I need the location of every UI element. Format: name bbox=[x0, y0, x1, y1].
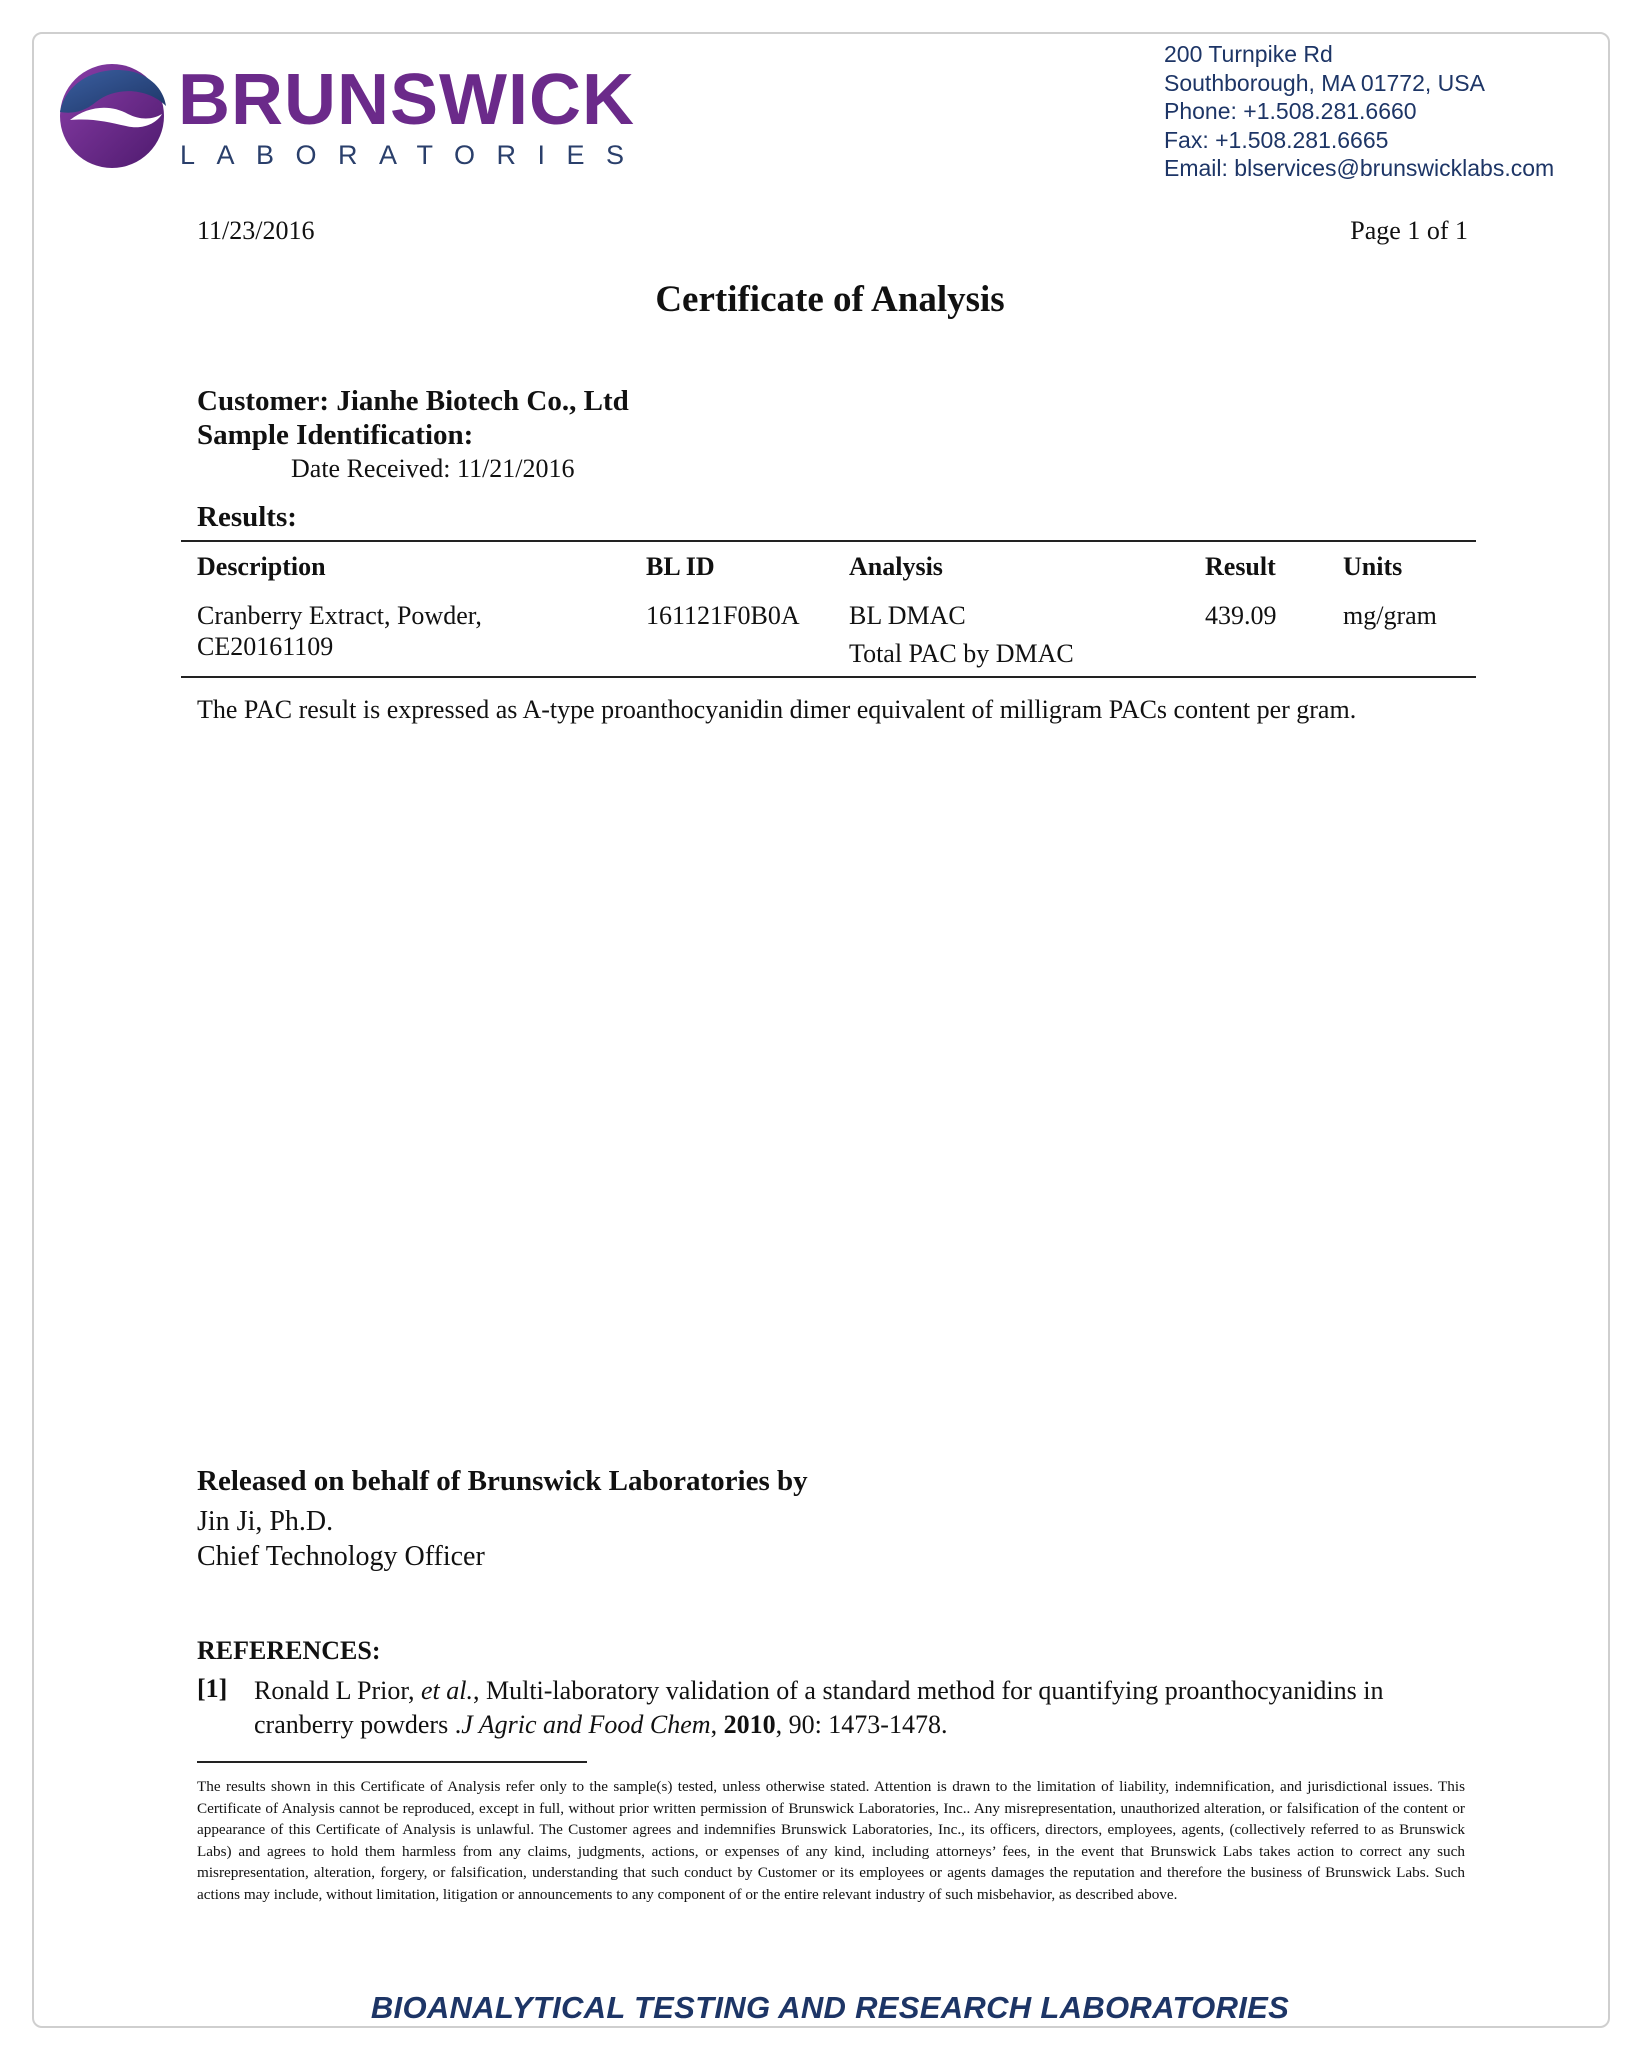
brunswick-logo bbox=[56, 60, 646, 172]
column-header-description: Description bbox=[197, 552, 326, 581]
reference-separator: , bbox=[710, 1710, 724, 1739]
column-header-result: Result bbox=[1205, 552, 1276, 581]
reference-year: 2010 bbox=[723, 1710, 776, 1739]
logo-name: BRUNSWICK bbox=[178, 60, 635, 140]
footer-tagline: BIOANALYTICAL TESTING AND RESEARCH LABORATORIES bbox=[370, 1990, 1290, 2025]
reference-number: [1] bbox=[197, 1674, 228, 1703]
results-heading: Results: bbox=[197, 501, 297, 533]
address-phone: Phone: +1.508.281.6660 bbox=[1164, 98, 1417, 124]
reference-et-al: et al. bbox=[420, 1676, 473, 1705]
signer-name: Jin Ji, Ph.D. bbox=[197, 1506, 334, 1537]
reference-title-cont: cranberry powders . bbox=[254, 1710, 462, 1739]
references-heading: REFERENCES: bbox=[197, 1636, 381, 1665]
reference-authors: Ronald L Prior, bbox=[254, 1676, 421, 1705]
cell-description-line1: Cranberry Extract, Powder, bbox=[197, 601, 482, 630]
address-email: Email: blservices@brunswicklabs.com bbox=[1164, 155, 1555, 181]
column-header-analysis: Analysis bbox=[849, 552, 943, 581]
reference-text bbox=[254, 1674, 1484, 1742]
reference-title: , Multi-laboratory validation of a standard method for quantifying proanthocyanidins in bbox=[472, 1676, 1384, 1705]
address-fax: Fax: +1.508.281.6665 bbox=[1164, 126, 1389, 153]
address-city: Southborough, MA 01772, USA bbox=[1164, 69, 1485, 96]
logo-swirl-icon bbox=[56, 62, 168, 170]
logo-subtitle: LABORATORIES bbox=[180, 140, 646, 170]
legal-disclaimer: The results shown in this Certificate of Analysis refer only to the sample(s) tested, unless otherwise stated. Attention is drawn to the limitation of liability, indemnification, and jurisdictional issues. This Certificate of Analysis cannot be reproduced, except in full, without prior written permission of Brunswick Laboratories, Inc.. Any misrepresentation, unauthorized alteration, or falsification of the content or appearance of this Certificate of Analysis is unlawful. The Customer agrees and indemnifies Brunswick Laboratories, Inc., its officers, directors, employees, agents, (collectively referred to as Brunswick Labs) and agrees to hold them harmless from any claims, judgments, actions, or expenses of any kind, including attorneys’ fees, in the event that Brunswick Labs takes action to correct any such misrepresentation, alteration, forgery, or falsification, understanding that such conduct by Customer or its employees or agents damages the reputation and therefore the business of Brunswick Labs. Such actions may include, without limitation, litigation or announcements to any component of or the entire relevant industry of such misbehavior, as described above. bbox=[197, 1778, 1465, 1903]
reference-pages: , 90: 1473-1478. bbox=[775, 1710, 948, 1739]
customer-line: Customer: Jianhe Biotech Co., Ltd bbox=[197, 385, 629, 417]
signer-title: Chief Technology Officer bbox=[197, 1541, 485, 1572]
date-received: Date Received: 11/21/2016 bbox=[291, 454, 575, 483]
sample-identification-label: Sample Identification: bbox=[197, 419, 474, 451]
cell-units: mg/gram bbox=[1343, 601, 1437, 630]
cell-bl-id: 161121F0B0A bbox=[646, 601, 800, 630]
reference-journal: J Agric and Food Chem bbox=[461, 1710, 711, 1739]
cell-analysis-line1: BL DMAC bbox=[849, 601, 966, 630]
footnote-rule bbox=[197, 1761, 587, 1763]
lab-address bbox=[1164, 40, 1604, 183]
results-note: The PAC result is expressed as A-type proanthocyanidin dimer equivalent of milligram PACs content per gram. bbox=[197, 695, 1357, 724]
table-top-rule bbox=[181, 540, 1476, 542]
cell-result: 439.09 bbox=[1205, 601, 1277, 630]
released-by-heading: Released on behalf of Brunswick Laboratories by bbox=[197, 1465, 808, 1497]
document-title: Certificate of Analysis bbox=[655, 279, 1005, 320]
table-bottom-rule bbox=[181, 676, 1476, 678]
column-header-units: Units bbox=[1343, 552, 1403, 581]
certificate-date: 11/23/2016 bbox=[197, 216, 315, 245]
page-number: Page 1 of 1 bbox=[1350, 216, 1468, 245]
cell-analysis-line2: Total PAC by DMAC bbox=[849, 639, 1074, 668]
column-header-bl-id: BL ID bbox=[646, 552, 715, 581]
cell-description-line2: CE20161109 bbox=[197, 632, 334, 661]
address-street: 200 Turnpike Rd bbox=[1164, 41, 1333, 67]
